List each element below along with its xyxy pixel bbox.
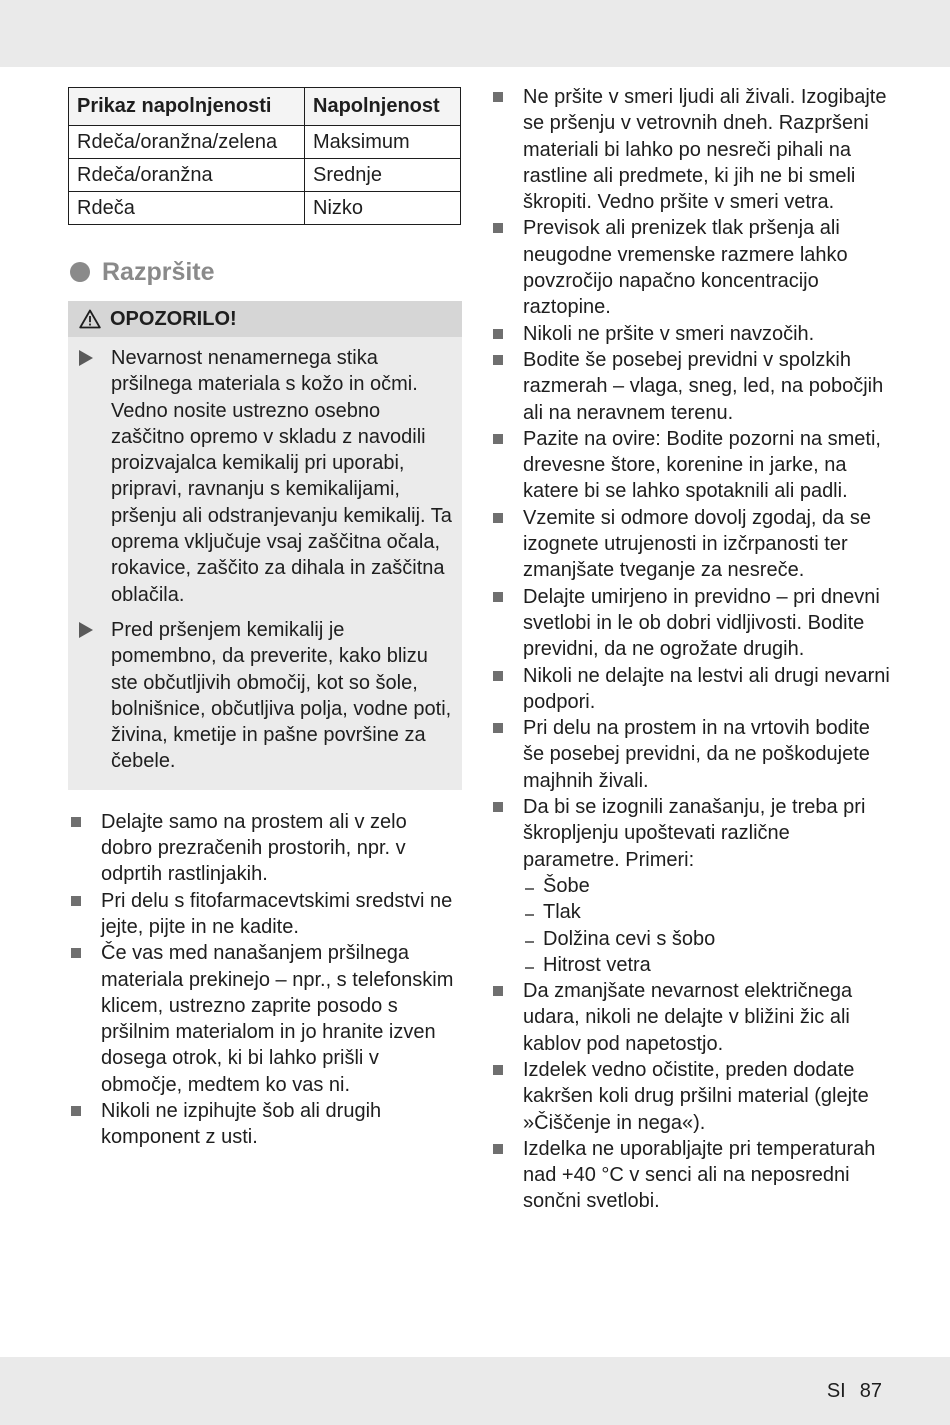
warning-item — [79, 345, 452, 608]
square-bullet-icon — [493, 986, 503, 996]
square-bullet-icon — [493, 329, 503, 339]
list-item — [490, 84, 890, 215]
bullet-dot-icon — [70, 262, 90, 282]
list-item-text: Delajte umirjeno in previdno – pri dnevni svetlobi in le ob dobri vidljivosti. Bodite previdni, da ne ogrožate drugih. — [523, 585, 880, 661]
sub-list-item — [523, 926, 890, 952]
list-item-text: Da bi se izognili zanašanju, je treba pri škropljenju upoštevati različne parametre. Primeri: — [523, 796, 866, 871]
list-item — [490, 715, 890, 794]
sub-list-item — [523, 873, 890, 899]
sub-list-item — [523, 899, 890, 925]
page-footer — [827, 1380, 882, 1403]
table-header-cell: Prikaz napolnjenosti — [69, 88, 305, 126]
square-bullet-icon — [493, 1144, 503, 1154]
warning-header — [68, 301, 462, 337]
square-bullet-icon — [71, 896, 81, 906]
list-item-text: Če vas med nanašanjem pršilnega materiala prekinejo – npr., s telefonskim klicem, ustrezno zaprite posodo s pršilnim materialom in jo hranite izven dosega otrok, ki bi lahko prišli v območje, medtem ko vas ni. — [101, 942, 454, 1096]
table-cell: Rdeča/oranžna — [69, 159, 305, 192]
right-bullet-list — [490, 84, 890, 1215]
sub-list-item-text: Tlak — [543, 901, 581, 924]
section-title: Razpršite — [102, 257, 215, 286]
page-number: 87 — [859, 1380, 882, 1402]
list-item — [490, 584, 890, 663]
list-item-text: Pri delu s fitofarmacevtskimi sredstvi ne jejte, pijte in ne kadite. — [101, 889, 453, 938]
list-item-text: Ne pršite v smeri ljudi ali živali. Izogibajte se pršenju v vetrovnih dneh. Razpršeni materiali bi lahko po nesreči pihali na rastline ali predmete, ki jih ne bi smeli škropiti. Vedno pršite v smeri vetra. — [523, 86, 887, 214]
sub-list-item-text: Dolžina cevi s šobo — [543, 927, 716, 950]
warning-text: Pred pršenjem kemikalij je pomembno, da preverite, kako blizu ste občutljivih območij, kot so šole, bolnišnice, občutljiva polja, vodne poti, živina, kmetije in pašne površine za čebele. — [111, 618, 452, 773]
warning-body — [68, 337, 462, 790]
table-cell: Nizko — [305, 192, 461, 225]
top-band — [0, 0, 950, 67]
warning-triangle-icon — [79, 309, 101, 329]
list-item-text: Nikoli ne pršite v smeri navzočih. — [523, 322, 815, 345]
table-row — [69, 126, 461, 159]
square-bullet-icon — [493, 1065, 503, 1075]
sub-list — [523, 873, 890, 978]
table-header-cell: Napolnjenost — [305, 88, 461, 126]
sub-list-item — [523, 952, 890, 978]
square-bullet-icon — [493, 592, 503, 602]
list-item — [490, 215, 890, 320]
warning-label: OPOZORILO! — [110, 307, 237, 330]
sub-list-item-text: Šobe — [543, 874, 590, 897]
square-bullet-icon — [493, 434, 503, 444]
list-item — [68, 1098, 462, 1151]
section-heading — [68, 257, 462, 287]
list-item-text: Izdelka ne uporabljajte pri temperaturah nad +40 °C v senci ali na neposredni sončni svetlobi. — [523, 1137, 876, 1213]
square-bullet-icon — [71, 1106, 81, 1116]
list-item — [490, 1136, 890, 1215]
list-item-text: Delajte samo na prostem ali v zelo dobro prezračenih prostorih, npr. v odprtih rastlinjakih. — [101, 810, 407, 886]
list-item — [68, 940, 462, 1098]
warning-text: Nevarnost nenamernega stika pršilnega materiala s kožo in očmi. Vedno nosite ustrezno osebno zaščitno opremo v skladu z navodili proizvajalca kemikalij pri uporabi, pripravi, ravnanju s kemikalijami, pršenju ali odstranjevanju kemikalij. Ta oprema vključuje vsaj zaščitna očala, rokavice, zaščito za dihala in zaščitna oblačila. — [111, 347, 452, 606]
square-bullet-icon — [493, 671, 503, 681]
dash-bullet-icon — [525, 914, 534, 916]
square-bullet-icon — [71, 948, 81, 958]
table-cell: Rdeča — [69, 192, 305, 225]
dash-bullet-icon — [525, 967, 534, 969]
list-item — [490, 978, 890, 1057]
list-item — [68, 809, 462, 888]
list-item — [490, 794, 890, 978]
square-bullet-icon — [493, 223, 503, 233]
list-item — [490, 347, 890, 426]
square-bullet-icon — [493, 802, 503, 812]
square-bullet-icon — [493, 92, 503, 102]
bottom-band — [0, 1357, 950, 1425]
list-item — [68, 888, 462, 941]
list-item-text: Previsok ali prenizek tlak pršenja ali neugodne vremenske razmere lahko povzročijo napačno koncentracijo raztopine. — [523, 217, 848, 319]
table-row — [69, 192, 461, 225]
square-bullet-icon — [493, 723, 503, 733]
list-item-body — [523, 794, 890, 978]
list-item-text: Da zmanjšate nevarnost električnega udara, nikoli ne delajte v bližini žic ali kablov pod napetostjo. — [523, 980, 853, 1055]
table-cell: Maksimum — [305, 126, 461, 159]
square-bullet-icon — [493, 513, 503, 523]
list-item-text: Bodite še posebej previdni v spolzkih razmerah – vlaga, sneg, led, na pobočjih ali na neravnem terenu. — [523, 348, 884, 424]
table-cell: Srednje — [305, 159, 461, 192]
list-item-text: Pazite na ovire: Bodite pozorni na smeti, drevesne štore, korenine in jarke, na katere bi se lahko spotaknili ali padli. — [523, 427, 881, 503]
list-item — [490, 505, 890, 584]
dash-bullet-icon — [525, 888, 534, 890]
list-item — [490, 321, 890, 347]
square-bullet-icon — [493, 355, 503, 365]
table-header-row — [69, 88, 461, 126]
warning-box — [68, 301, 462, 790]
left-bullet-list — [68, 809, 462, 1151]
table-cell: Rdeča/oranžna/zelena — [69, 126, 305, 159]
arrow-right-icon — [79, 622, 93, 638]
list-item-text: Vzemite si odmore dovolj zgodaj, da se izognete utrujenosti in izčrpanosti ter zmanjšate tveganje za nesreče. — [523, 506, 871, 582]
list-item-text: Pri delu na prostem in na vrtovih bodite še posebej previdni, da ne poškodujete majhnih živali. — [523, 717, 870, 792]
left-column — [68, 87, 462, 1151]
arrow-right-icon — [79, 350, 93, 366]
sub-list-item-text: Hitrost vetra — [543, 953, 651, 976]
list-item — [490, 426, 890, 505]
warning-item — [79, 617, 452, 775]
table-row — [69, 159, 461, 192]
square-bullet-icon — [71, 817, 81, 827]
list-item-text: Nikoli ne izpihujte šob ali drugih komponent z usti. — [101, 1100, 382, 1149]
dash-bullet-icon — [525, 941, 534, 943]
language-code: SI — [826, 1380, 846, 1402]
list-item — [490, 1057, 890, 1136]
list-item-text: Nikoli ne delajte na lestvi ali drugi nevarni podpori. — [523, 664, 890, 713]
list-item — [490, 663, 890, 716]
charge-level-table — [68, 87, 461, 225]
list-item-text: Izdelek vedno očistite, preden dodate kakršen koli drug pršilni material (glejte »Čiščenje in nega«). — [523, 1058, 869, 1134]
